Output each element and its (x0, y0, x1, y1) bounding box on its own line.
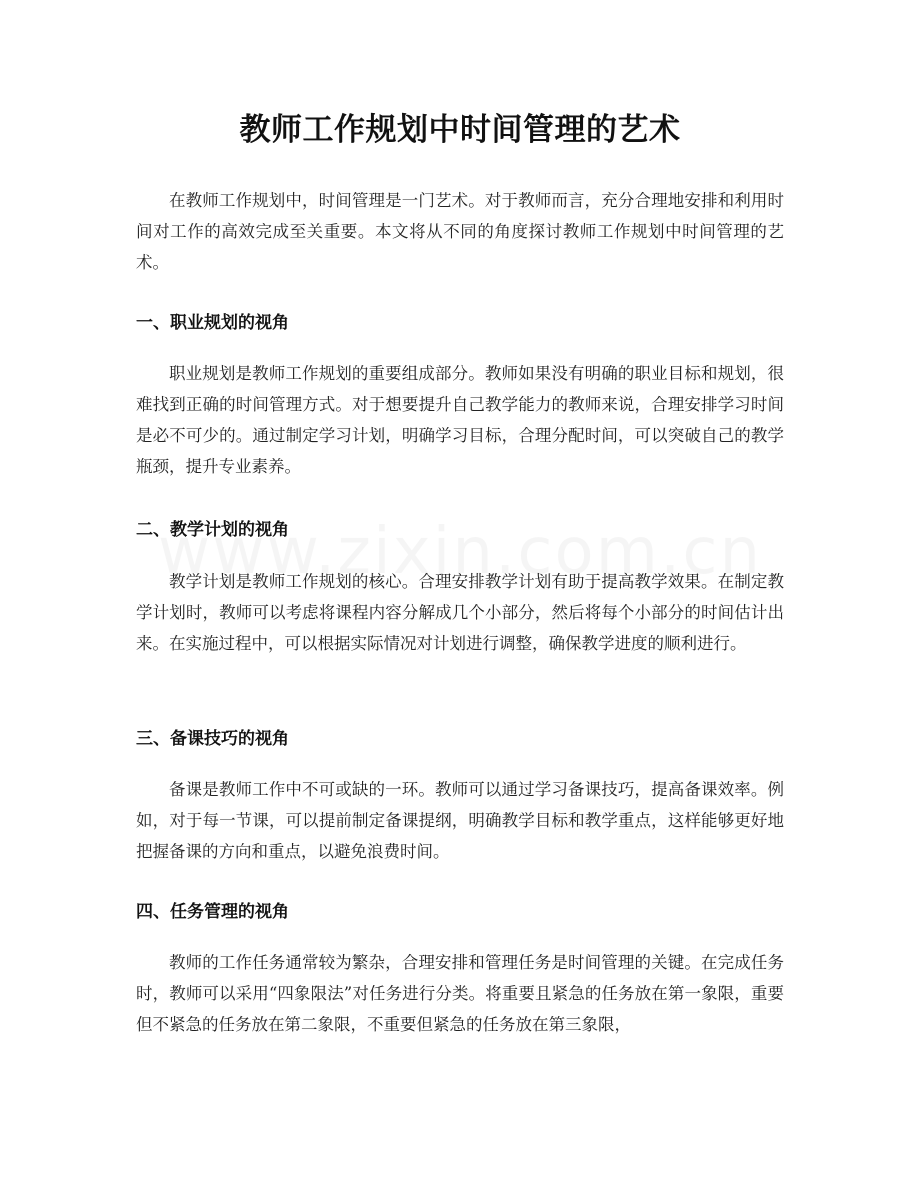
section-body-1: 职业规划是教师工作规划的重要组成部分。教师如果没有明确的职业目标和规划，很难找到正确的时间管理方式。对于想要提升自己教学能力的教师来说，合理安排学习时间是必不可少的。通过制定学习计划，明确学习目标，合理分配时间，可以突破自己的教学瓶颈，提升专业素养。 (136, 364, 784, 476)
section-body-4: 教师的工作任务通常较为繁杂，合理安排和管理任务是时间管理的关键。在完成任务时，教师可以采用“四象限法”对任务进行分类。将重要且紧急的任务放在第一象限，重要但不紧急的任务放在第二象限，不重要但紧急的任务放在第三象限， (136, 953, 784, 1034)
page-title: 教师工作规划中时间管理的艺术 (239, 112, 681, 148)
section-heading-3: 三、备课技巧的视角 (136, 729, 289, 749)
section-heading-2: 二、教学计划的视角 (136, 520, 289, 540)
section-heading-4: 四、任务管理的视角 (136, 902, 289, 922)
section-heading-1: 一、职业规划的视角 (136, 313, 289, 333)
section-body-3: 备课是教师工作中不可或缺的一环。教师可以通过学习备课技巧，提高备课效率。例如，对于每一节课，可以提前制定备课提纲，明确教学目标和教学重点，这样能够更好地把握备课的方向和重点，以避免浪费时间。 (136, 780, 784, 861)
section-body-2: 教学计划是教师工作规划的核心。合理安排教学计划有助于提高教学效果。在制定教学计划时，教师可以考虑将课程内容分解成几个小部分，然后将每个小部分的时间估计出来。在实施过程中，可以根据实际情况对计划进行调整，确保教学进度的顺利进行。 (136, 572, 784, 653)
intro-paragraph: 在教师工作规划中，时间管理是一门艺术。对于教师而言，充分合理地安排和利用时间对工作的高效完成至关重要。本文将从不同的角度探讨教师工作规划中时间管理的艺术。 (136, 191, 784, 272)
